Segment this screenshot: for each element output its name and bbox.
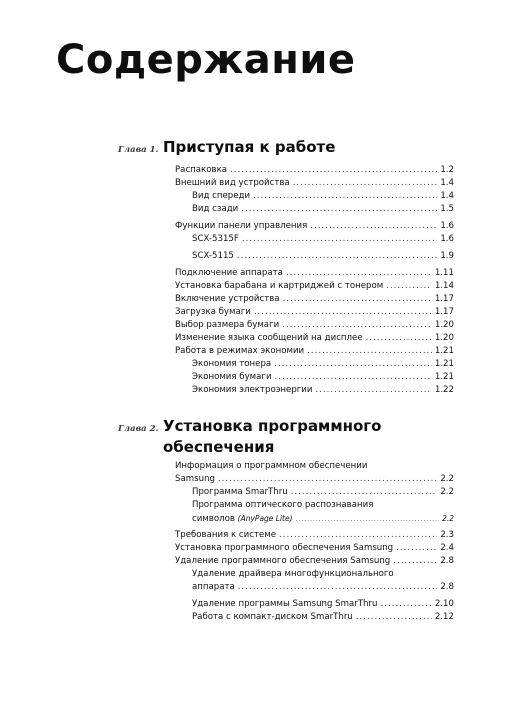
chapter-title: Установка программного обеспечения — [163, 417, 382, 456]
toc-subentry[interactable]: аппарата ..... 2.8 — [175, 581, 454, 594]
toc-subentry[interactable]: SCX-5115 ..... 1.9 — [175, 250, 454, 263]
toc-entry[interactable]: Выбор размера бумаги ..... 1.20 — [175, 319, 454, 332]
toc-entry[interactable]: Функции панели управления ..... 1.6 — [175, 220, 454, 233]
toc-subentry[interactable]: Программа оптического распознавания — [192, 500, 374, 510]
page-title: Содержание — [56, 37, 356, 83]
toc-subentry[interactable]: Экономия бумаги ..... 1.21 — [175, 371, 454, 384]
toc-subentry[interactable]: Экономия электроэнергии ..... 1.22 — [175, 384, 454, 397]
toc-list — [175, 460, 454, 624]
chapter-title: Приступая к работе — [163, 138, 336, 156]
toc-list — [175, 164, 454, 397]
toc-subentry[interactable]: Экономия тонера ..... 1.21 — [175, 358, 454, 371]
toc-entry[interactable]: Изменение языка сообщений на дисплее ..... 1.20 — [175, 332, 454, 345]
toc-subentry[interactable]: SCX-5315F ..... 1.6 — [175, 233, 454, 246]
toc-entry[interactable]: Загрузка бумаги ..... 1.17 — [175, 306, 454, 319]
toc-entry[interactable]: Установка программного обеспечения Samsung ..... 2.4 — [175, 542, 454, 555]
toc-subentry[interactable]: Удаление программы Samsung SmarThru ..... 2.10 — [175, 598, 454, 611]
toc-entry[interactable]: Удаление программного обеспечения Samsung ..... 2.8 — [175, 555, 454, 568]
toc-subentry[interactable]: Удаление драйвера многофункционального — [192, 569, 394, 579]
toc-subentry[interactable]: Вид сзади ..... 1.5 — [175, 203, 454, 216]
chapter-label: Глава 2. — [118, 424, 159, 434]
toc-entry[interactable]: Подключение аппарата ..... 1.11 — [175, 267, 454, 280]
toc-subentry[interactable]: символов (AnyPage Lite) ..... 2.2 — [175, 512, 454, 525]
toc-entry[interactable]: Внешний вид устройства ..... 1.4 — [175, 177, 454, 190]
toc-subentry[interactable]: Программа SmarThru ..... 2.2 — [175, 486, 454, 499]
toc-subentry[interactable]: Вид спереди ..... 1.4 — [175, 190, 454, 203]
toc-entry[interactable]: Информация о программном обеспечении — [175, 461, 368, 471]
toc-entry[interactable]: Включение устройства ..... 1.17 — [175, 293, 454, 306]
toc-entry[interactable]: Требования к системе ..... 2.3 — [175, 529, 454, 542]
toc-entry[interactable]: Работа в режимах экономии ..... 1.21 — [175, 345, 454, 358]
toc-entry[interactable]: Samsung ..... 2.2 — [175, 473, 454, 486]
toc-entry[interactable]: Установка барабана и картриджей с тонером ..... 1.14 — [175, 280, 454, 293]
toc-entry[interactable]: Распаковка ..... 1.2 — [175, 164, 454, 177]
chapter-label: Глава 1. — [118, 145, 159, 155]
toc-subentry[interactable]: Работа с компакт-диском SmarThru ..... 2.12 — [175, 611, 454, 624]
